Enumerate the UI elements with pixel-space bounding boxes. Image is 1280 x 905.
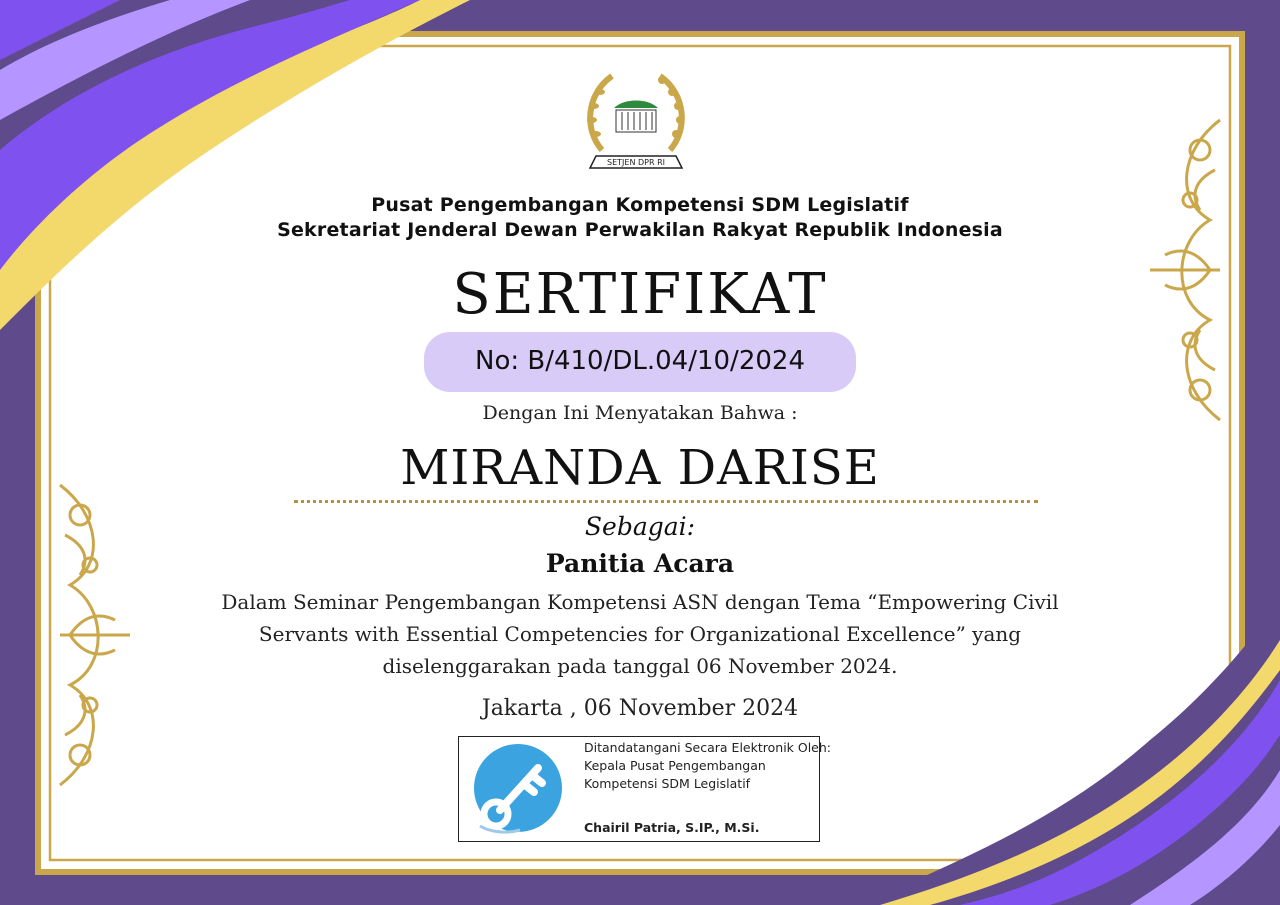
- certificate-number: No: B/410/DL.04/10/2024: [475, 346, 805, 376]
- signer-unit: Kompetensi SDM Legislatif: [584, 776, 751, 791]
- signer-position: Kepala Pusat Pengembangan: [584, 758, 766, 773]
- key-icon: [470, 744, 566, 836]
- place-and-date: Jakarta , 06 November 2024: [481, 696, 799, 721]
- declaration-text: Dengan Ini Menyatakan Bahwa :: [482, 402, 798, 424]
- organization-name: Pusat Pengembangan Kompetensi SDM Legislatif: [371, 194, 909, 216]
- certificate-title: SERTIFIKAT: [452, 262, 828, 327]
- role-value: Panitia Acara: [545, 549, 735, 578]
- description-line: Dalam Seminar Pengembangan Kompetensi ASN dengan Tema “Empowering Civil: [221, 590, 1059, 614]
- description-line: Servants with Essential Competencies for Organizational Excellence” yang: [258, 622, 1022, 646]
- dpr-emblem-icon: [578, 64, 694, 176]
- recipient-name: MIRANDA DARISE: [400, 440, 880, 496]
- description-line: diselenggarakan pada tanggal 06 November 2024.: [382, 654, 898, 678]
- signer-name: Chairil Patria, S.IP., M.Si.: [584, 820, 760, 835]
- seal-ribbon-text: SETJEN DPR RI: [607, 158, 665, 167]
- secretariat-name: Sekretariat Jenderal Dewan Perwakilan Rakyat Republik Indonesia: [277, 219, 1003, 241]
- role-label: Sebagai:: [584, 512, 696, 541]
- name-divider: [294, 500, 1038, 503]
- signature-caption: Ditandatangani Secara Elektronik Oleh:: [584, 740, 832, 755]
